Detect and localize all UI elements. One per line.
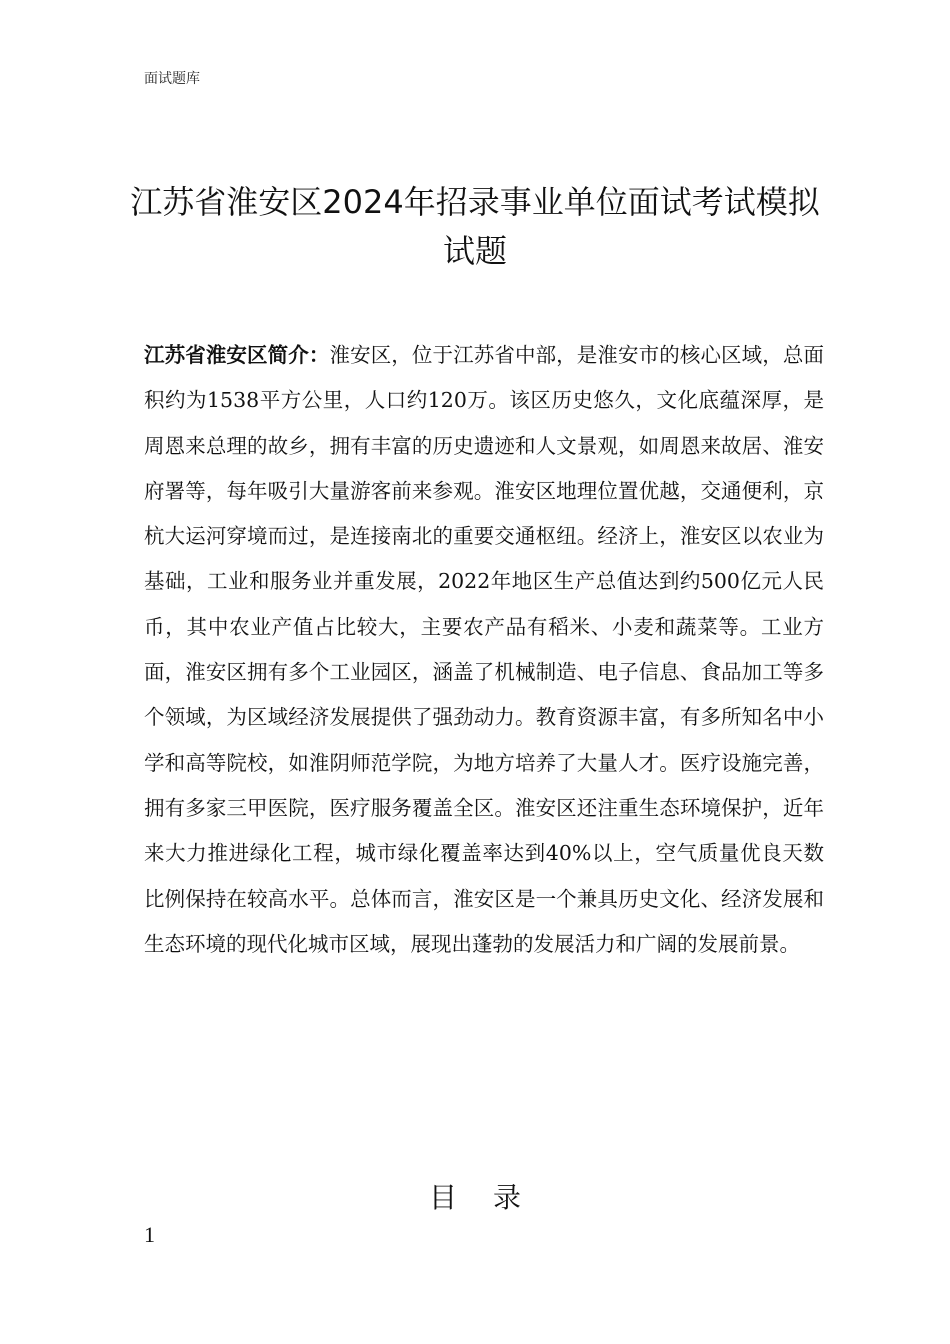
toc-heading: 目录 <box>428 1181 557 1214</box>
page-header: 面试题库 <box>144 71 200 87</box>
intro-body: 淮安区，位于江苏省中部，是淮安市的核心区域，总面积约为1538平方公里，人口约120万。该区历史悠久，文化底蕴深厚，是周恩来总理的故乡，拥有丰富的历史遗迹和人文景观，如周恩来故居、淮安府署等，每年吸引大量游客前来参观。淮安区地理位置优越，交通便利，京杭大运河穿境而过，是连接南北的重要交通枢纽。经济上，淮安区以农业为基础，工业和服务业并重发展，2022年地区生产总值达到约500亿元人民币，其中农业产值占比较大，主要农产品有稻米、小麦和蔬菜等。工业方面，淮安区拥有多个工业园区，涵盖了机械制造、电子信息、食品加工等多个领域，为区域经济发展提供了强劲动力。教育资源丰富，有多所知名中小学和高等院校，如淮阴师范学院，为地方培养了大量人才。医疗设施完善，拥有多家三甲医院，医疗服务覆盖全区。淮安区还注重生态环境保护，近年来大力推进绿化工程，城市绿化覆盖率达到40%以上，空气质量优良天数比例保持在较高水平。总体而言，淮安区是一个兼具历史文化、经济发展和生态环境的现代化城市区域，展现出蓬勃的发展活力和广阔的发展前景。 <box>144 343 824 956</box>
intro-label: 江苏省淮安区简介： <box>144 343 330 367</box>
intro-paragraph <box>144 333 824 967</box>
document-title: 江苏省淮安区2024年招录事业单位面试考试模拟试题 <box>130 183 820 270</box>
page-number: 1 <box>144 1222 155 1247</box>
